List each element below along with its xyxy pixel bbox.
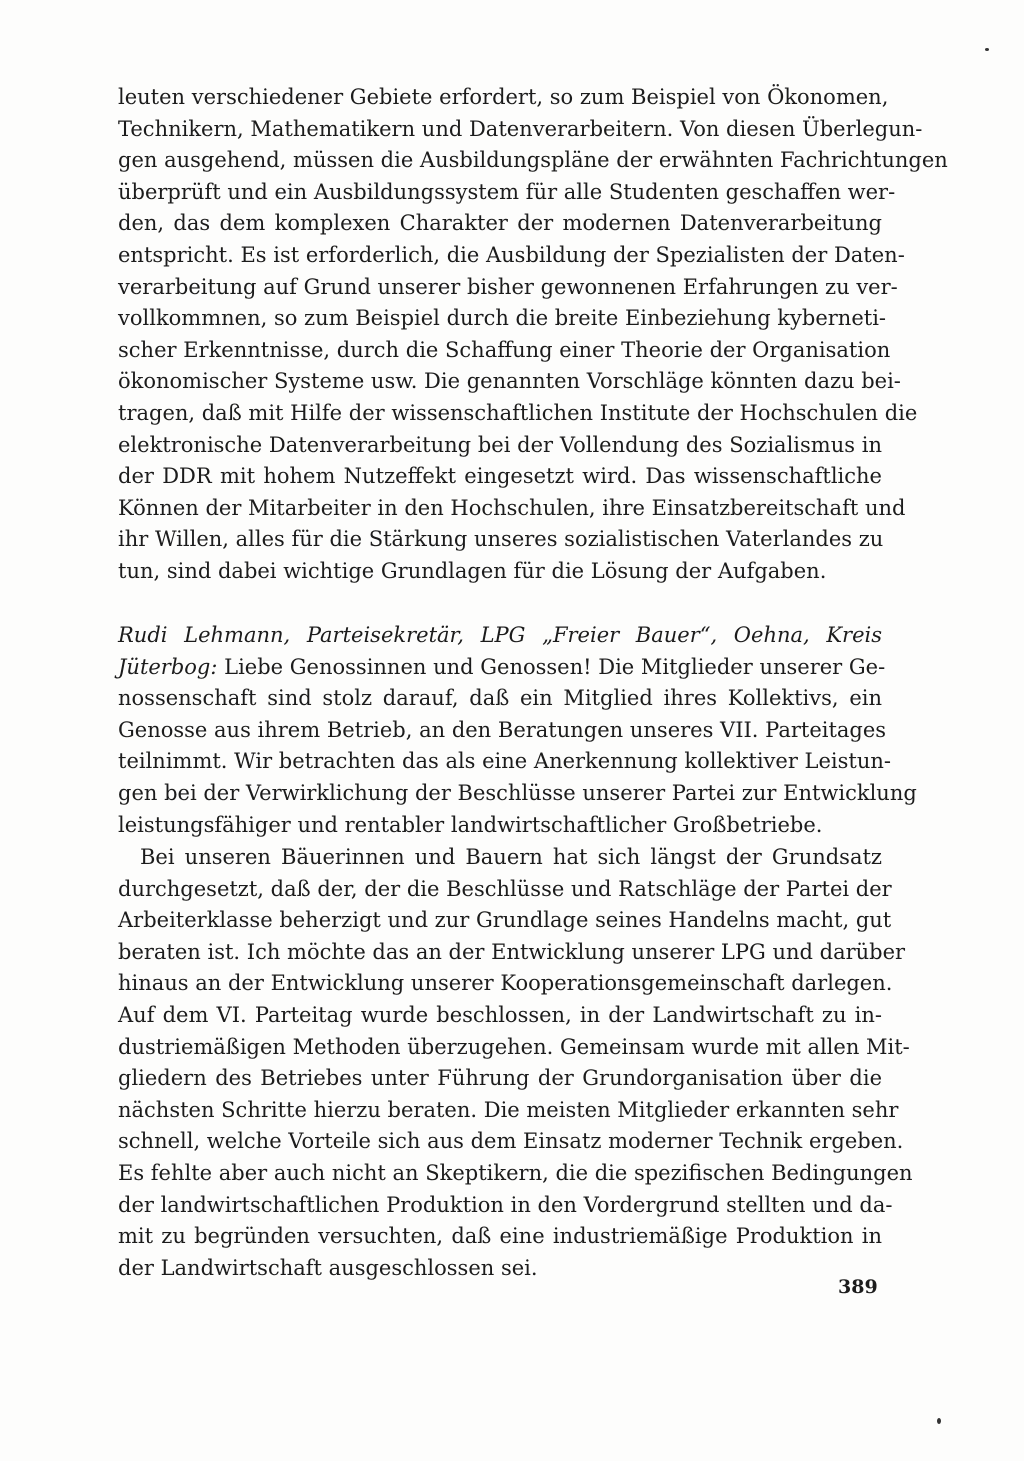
text-line: den, das dem komplexen Charakter der modernen Datenverarbeitung [118, 211, 882, 236]
text-line: der landwirtschaftlichen Produktion in den Vordergrund stellten und da- [118, 1192, 893, 1217]
text-line: durchgesetzt, daß der, der die Beschlüsse und Ratschläge der Partei der [118, 876, 892, 901]
text-line: tragen, daß mit Hilfe der wissenschaftlichen Institute der Hochschulen die [118, 400, 918, 425]
text-line: hinaus an der Entwicklung unserer Kooperationsgemeinschaft darlegen. [118, 971, 893, 996]
text-line: verarbeitung auf Grund unserer bisher gewonnenen Erfahrungen zu ver- [118, 274, 898, 299]
text-line: ihr Willen, alles für die Stärkung unseres sozialistischen Vaterlandes zu [118, 527, 884, 552]
text-line: entspricht. Es ist erforderlich, die Ausbildung der Spezialisten der Daten- [118, 242, 905, 267]
page-number: 389 [838, 1276, 878, 1298]
text-line: scher Erkenntnisse, durch die Schaffung einer Theorie der Organisation [118, 337, 891, 362]
speaker-attribution-end: Jüterbog: [118, 654, 218, 679]
text-line: gen ausgehend, müssen die Ausbildungspläne der erwähnten Fachrichtungen [118, 148, 948, 173]
text-line: nossenschaft sind stolz darauf, daß ein Mitglied ihres Kollektivs, ein [118, 686, 882, 711]
text-line: leuten verschiedener Gebiete erfordert, so zum Beispiel von Ökonomen, [118, 85, 889, 109]
text-line: leistungsfähiger und rentabler landwirtschaftlicher Großbetriebe. [118, 812, 823, 837]
scan-speck [937, 1418, 941, 1424]
text-line: Können der Mitarbeiter in den Hochschulen, ihre Einsatzbereitschaft und [118, 495, 906, 520]
paragraph-continuation [118, 82, 948, 588]
text-line: ökonomischer Systeme usw. Die genannten Vorschläge könnten dazu bei- [118, 369, 901, 394]
text-line: überprüft und ein Ausbildungssystem für alle Studenten geschaffen wer- [118, 179, 896, 204]
text-line: nächsten Schritte hierzu beraten. Die meisten Mitglieder erkannten sehr [118, 1097, 899, 1122]
text-line: Auf dem VI. Parteitag wurde beschlossen, in der Landwirtschaft zu in- [118, 1002, 882, 1027]
text-line: vollkommnen, so zum Beispiel durch die breite Einbeziehung kyberneti- [118, 306, 887, 331]
text-line: elektronische Datenverarbeitung bei der Vollendung des Sozialismus in [118, 432, 882, 457]
text-line: Genosse aus ihrem Betrieb, an den Beratungen unseres VII. Parteitages [118, 717, 887, 742]
text-line: gen bei der Verwirklichung der Beschlüsse unserer Partei zur Entwicklung [118, 780, 917, 805]
speech-text: Liebe Genossinnen und Genossen! Die Mitglieder unserer Ge- [217, 654, 886, 679]
text-line: teilnimmt. Wir betrachten das als eine Anerkennung kollektiver Leistun- [118, 749, 891, 774]
text-line: beraten ist. Ich möchte das an der Entwicklung unserer LPG und darüber [118, 939, 906, 964]
text-line: Arbeiterklasse beherzigt und zur Grundlage seines Handelns macht, gut [118, 908, 892, 933]
text-line: mit zu begründen versuchten, daß eine industriemäßige Produktion in [118, 1224, 882, 1249]
text-line: der DDR mit hohem Nutzeffekt eingesetzt wird. Das wissenschaftliche [118, 464, 882, 489]
text-line [118, 652, 886, 684]
text-line: der Landwirtschaft ausgeschlossen sei. [118, 1255, 538, 1280]
text-line: dustriemäßigen Methoden überzugehen. Gemeinsam wurde mit allen Mit- [118, 1034, 910, 1059]
scan-speck [985, 48, 989, 51]
text-line: Technikern, Mathematikern und Datenverarbeitern. Von diesen Überlegun- [118, 116, 923, 141]
paragraph [118, 842, 913, 1284]
text-line: gliedern des Betriebes unter Führung der Grundorganisation über die [118, 1066, 882, 1091]
text-line: Bei unseren Bäuerinnen und Bauern hat sich längst der Grundsatz [140, 845, 882, 869]
speaker-attribution: Rudi Lehmann, Parteisekretär, LPG „Freier Bauer“, Oehna, Kreis [118, 623, 882, 647]
text-line: tun, sind dabei wichtige Grundlagen für die Lösung der Aufgaben. [118, 558, 827, 583]
text-line: Es fehlte aber auch nicht an Skeptikern, die die spezifischen Bedingungen [118, 1160, 913, 1185]
text-line: schnell, welche Vorteile sich aus dem Einsatz moderner Technik ergeben. [118, 1129, 904, 1154]
speech-paragraph [118, 620, 917, 841]
